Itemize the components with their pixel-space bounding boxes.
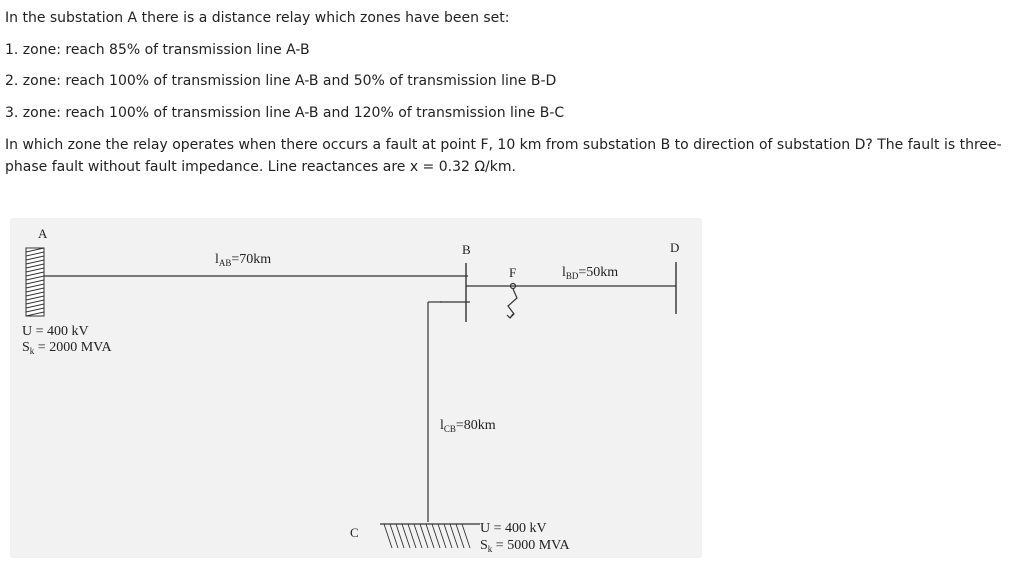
- source-c-symbol: [380, 524, 480, 548]
- node-c-label: C: [350, 525, 359, 540]
- network-diagram: [10, 218, 702, 558]
- source-c-power: $S_k = 5000$ MVA: [480, 538, 570, 554]
- line-ab-label: $l_{AB}=70km$: [215, 252, 272, 268]
- source-c-voltage: U = 400 kV: [480, 521, 547, 536]
- question-line-5: In which zone the relay operates when there occurs a fault at point F, 10 km from substation B to direction of substation D? The fault is three-phase fault without fault impedance. Line reactances are x = 0.32 Ω/km.: [5, 137, 1002, 175]
- node-b-label: B: [462, 242, 471, 257]
- source-a-symbol: [26, 248, 44, 316]
- source-a-voltage: U = 400 kV: [22, 324, 89, 339]
- question-line-4: 3. zone: reach 100% of transmission line A-B and 120% of transmission line B-C: [5, 105, 565, 121]
- line-bd-label: $l_{BD}=50km$: [562, 265, 619, 281]
- node-a-label: A: [38, 226, 48, 241]
- node-f-label: F: [509, 265, 517, 280]
- line-cb-label: $l_{CB}=80km$: [440, 418, 496, 434]
- source-a-power: $S_k = 2000$ MVA: [22, 340, 112, 356]
- question-line-2: 1. zone: reach 85% of transmission line A-B: [5, 42, 310, 58]
- node-d-label: D: [670, 240, 680, 255]
- question-line-3: 2. zone: reach 100% of transmission line A-B and 50% of transmission line B-D: [5, 73, 557, 89]
- fault-f-symbol: [507, 284, 517, 319]
- question-line-1: In the substation A there is a distance relay which zones have been set:: [5, 10, 510, 26]
- network-diagram-svg: [10, 218, 702, 558]
